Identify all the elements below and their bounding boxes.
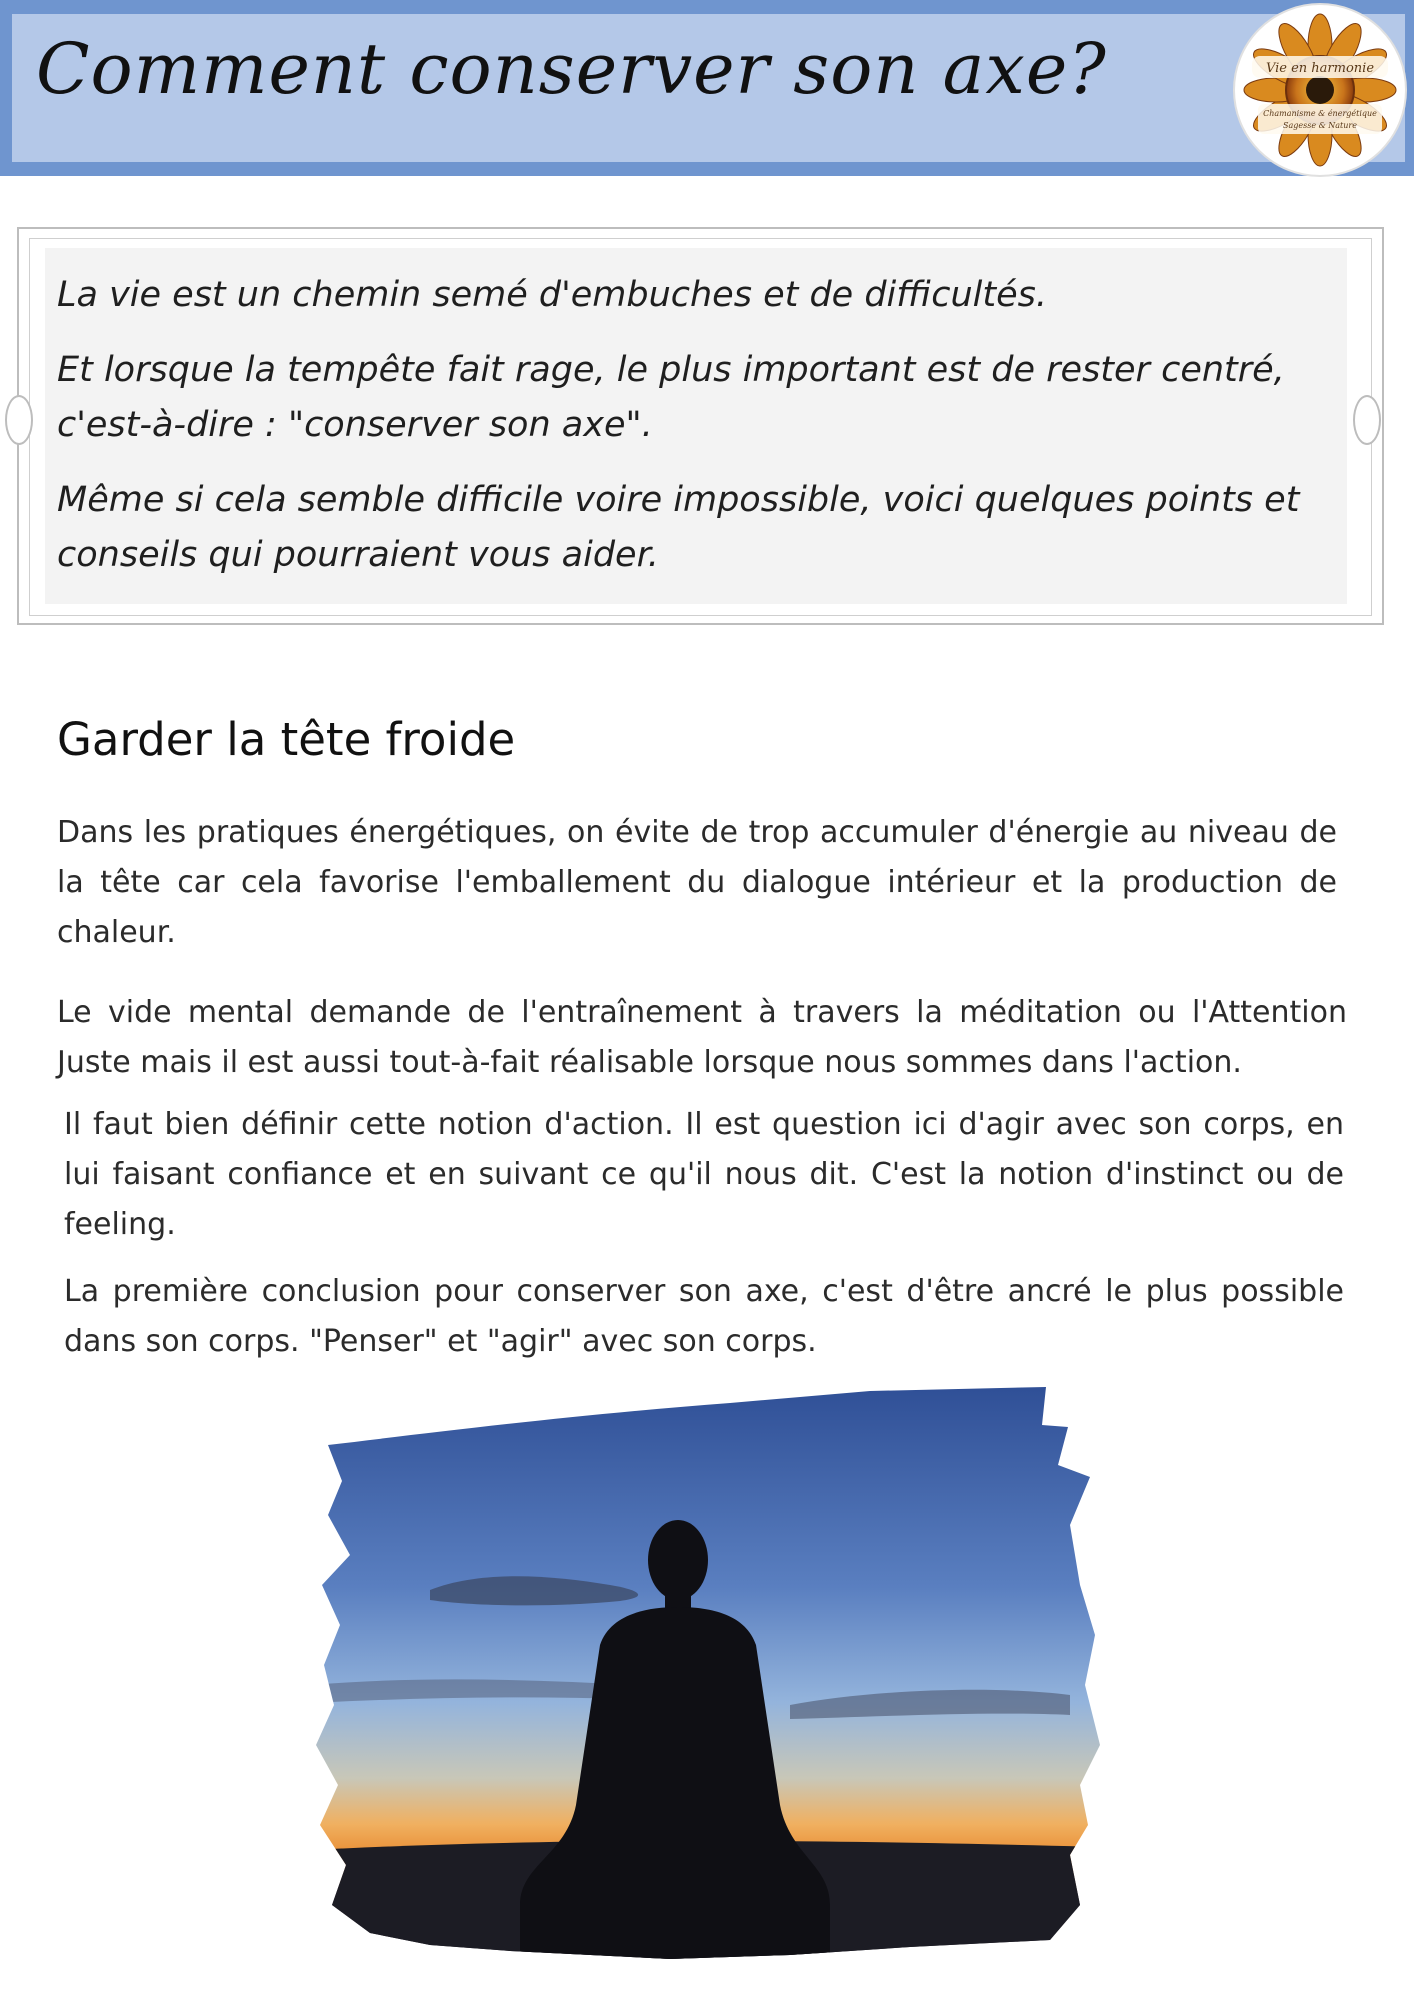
- body-paragraph: La première conclusion pour conserver son axe, c'est d'être ancré le plus possible dans son corps. "Penser" et "agir" avec son corps.: [64, 1274, 1344, 1359]
- meditating-silhouette-sunset-image: [310, 1385, 1100, 1963]
- section-heading: Garder la tête froide: [57, 713, 516, 766]
- mandala-logo-icon: [1232, 2, 1408, 178]
- intro-paragraph: Et lorsque la tempête fait rage, le plus important est de rester centré, c'est-à-dire : "conserver son axe".: [57, 350, 1285, 445]
- logo-name: Vie en harmonie: [1265, 61, 1375, 76]
- intro-paragraph: La vie est un chemin semé d'embuches et de difficultés.: [57, 275, 1048, 315]
- body-paragraph: Le vide mental demande de l'entraînement à travers la méditation ou l'Attention Juste mais il est aussi tout-à-fait réalisable lorsque nous sommes dans l'action.: [57, 995, 1347, 1080]
- frame-ornament-left: [5, 395, 33, 445]
- intro-paragraph: Même si cela semble difficile voire impossible, voici quelques points et conseils qui pourraient vous aider.: [57, 480, 1300, 575]
- body-paragraph: Dans les pratiques énergétiques, on évite de trop accumuler d'énergie au niveau de la tête car cela favorise l'emballement du dialogue intérieur et la production de chaleur.: [57, 815, 1337, 950]
- logo-tagline-1: Chamanisme & énergétique: [1263, 109, 1377, 118]
- body-paragraph: Il faut bien définir cette notion d'action. Il est question ici d'agir avec son corps, en lui faisant confiance et en suivant ce qu'il nous dit. C'est la notion d'instinct ou de feeling.: [64, 1107, 1344, 1242]
- frame-ornament-right: [1353, 395, 1381, 445]
- page-title: Comment conserver son axe?: [36, 28, 1107, 110]
- intro-text: [57, 268, 1347, 603]
- logo-tagline-2: Sagesse & Nature: [1283, 121, 1357, 130]
